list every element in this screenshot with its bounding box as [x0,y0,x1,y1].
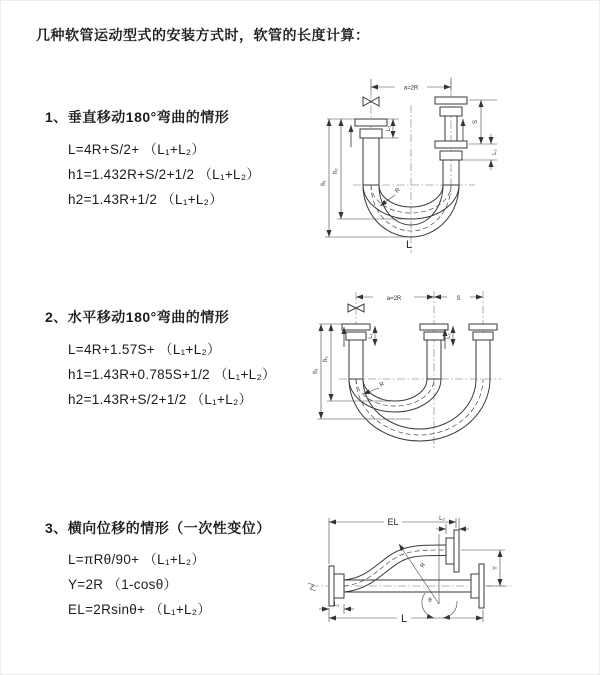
section-3-formula-L: L=πRθ/90+ （L₁+L₂） [68,552,206,567]
dim-label-span: a=2R [403,85,419,92]
diagram-vertical-180-bend [313,71,598,263]
dim-label-length: L [405,239,413,251]
section-1-formula-L: L=4R+S/2+ （L₁+L₂） [68,142,206,157]
dim-label-l1: L₁ [368,333,374,339]
radius-leader [363,381,386,394]
section-1-formula-h1: h1=1.432R+S/2+1/2 （L₁+L₂） [68,167,261,182]
displaced-hose [344,545,446,592]
dim-label-l1: L₁ [333,602,340,608]
dim-label-s: S [473,119,479,125]
section-3-formula-Y: Y=2R （1-cosθ） [68,577,178,592]
u-bend-arcs [349,379,490,441]
section-2-formula-h2: h2=1.43R+S/2+1/2 （L₁+L₂） [68,392,253,407]
dim-label-r: R [379,381,386,389]
dimension-lines [319,516,505,625]
dim-label-h1: h₁ [313,368,319,374]
diagram-lateral-displacement [299,506,599,656]
page-title: 几种软管运动型式的安装方式时，软管的长度计算： [36,27,370,43]
diagram-horizontal-180-bend [311,287,600,465]
dim-label-r: R [394,187,402,195]
hose-braid [349,340,441,379]
dim-label-h2: h₂ [333,168,339,174]
section-2-formula-L: L=4R+1.57S+ （L₁+L₂） [68,342,221,357]
dim-label-h1: h₁ [321,180,327,186]
dim-label-y: Y [493,565,499,571]
dim-label-s: S [456,295,461,302]
dim-label-span: a=2R [386,295,402,302]
section-2-formula-h1: h1=1.43R+0.785S+1/2 （L₁+L₂） [68,367,276,382]
pipe-flanges [329,530,484,608]
dim-label-theta: θ [428,598,432,604]
dim-label-length: L [400,613,408,625]
dim-label-r: R [419,562,428,570]
section-2-heading: 2、水平移动180°弯曲的情形 [45,309,230,325]
section-1-heading: 1、垂直移动180°弯曲的情形 [45,109,230,125]
section-3-heading: 3、横向位移的情形（一次性变位） [45,520,271,536]
dim-label-h2: h₂ [323,356,329,362]
dim-label-l2: L₂ [439,516,445,522]
dim-label-el: EL [387,517,399,527]
pipe-break-icon [308,583,316,591]
dim-label-l2: L₂ [446,333,452,339]
dim-label-l2: L₂ [492,149,498,155]
section-3-formula-EL: EL=2Rsinθ+ （L₁+L₂） [68,602,212,617]
section-1-formula-h2: h2=1.43R+1/2 （L₁+L₂） [68,192,224,207]
pipe-flanges [342,324,497,379]
dim-label-l1: L₁ [386,125,392,132]
